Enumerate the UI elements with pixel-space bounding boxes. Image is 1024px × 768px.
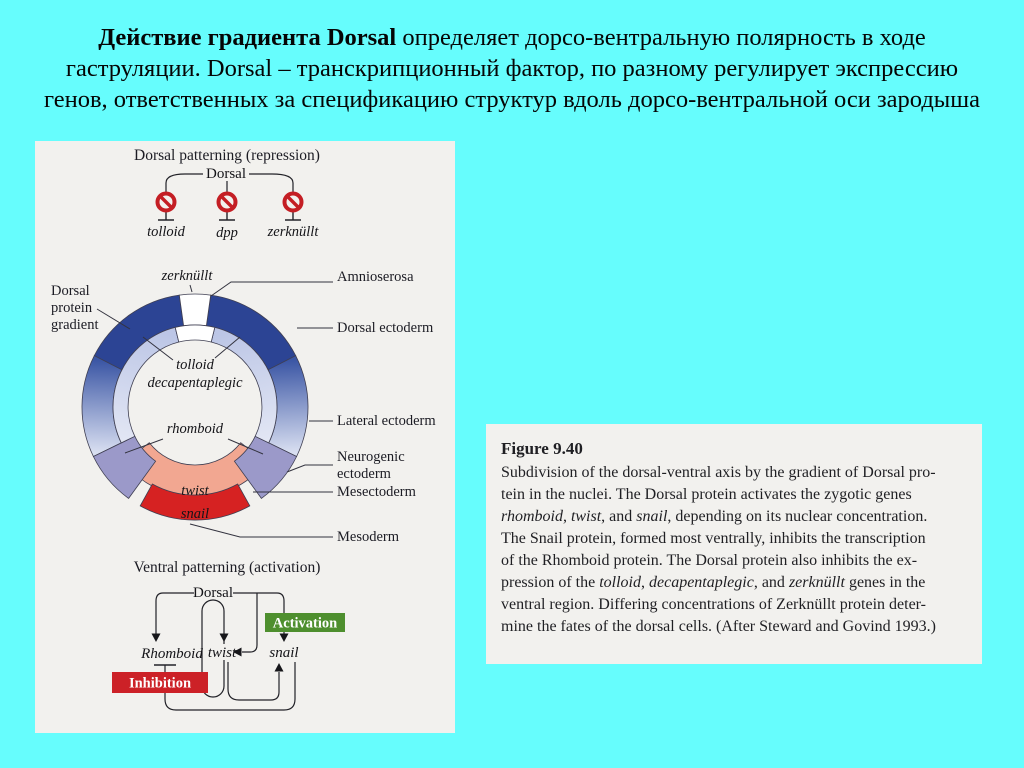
slide-title: [42, 22, 982, 115]
diagram-panel: [35, 141, 455, 733]
ring-label-dorsal-ectoderm: Dorsal ectoderm: [337, 320, 434, 336]
node-twist: twist: [207, 645, 237, 661]
caption-line: of the Rhomboid protein. The Dorsal protein also inhibits the ex-: [501, 552, 918, 569]
figure-heading: Figure 9.40: [501, 439, 583, 458]
figure-caption-panel: [486, 424, 982, 664]
arrowhead-to-snail-top: [280, 634, 289, 643]
no-entry-icon: [158, 194, 175, 211]
ring-wedge-amnioserosa: [179, 294, 210, 326]
ring-inner-decapentaplegic: decapentaplegic: [147, 375, 243, 391]
caption-line: Subdivision of the dorsal-ventral axis by the gradient of Dorsal pro-: [501, 464, 936, 481]
node-rhomboid: Rhomboid: [141, 646, 203, 662]
gene-zerknullt: zerknüllt: [267, 224, 319, 240]
repression-root-dorsal: Dorsal: [206, 166, 246, 182]
activation-badge-label: Activation: [272, 615, 338, 632]
leader-amnioserosa: [211, 282, 333, 296]
slide-title-bold: Действие градиента Dorsal: [98, 24, 397, 51]
ring-label-lateral-ectoderm: Lateral ectoderm: [337, 413, 436, 429]
slide-title-rest: определяет дорсо-вентральную полярность в ходе гаструляции. Dorsal – транскрипционный фактор, по разному регулирует экспрессию генов, ответственных за спецификацию структур вдоль дорсо-вентральной оси зародыша: [44, 24, 980, 113]
caption-line: rhomboid, twist, and snail, depending on its nuclear concentration.: [501, 508, 928, 525]
edge-twist-snail: [228, 662, 279, 700]
caption-line: tein in the nuclei. The Dorsal protein activates the zygotic genes: [501, 486, 912, 503]
ring-label-mesoderm: Mesoderm: [337, 529, 400, 545]
caption-line: The Snail protein, formed most ventrally, inhibits the transcription: [501, 530, 926, 547]
ring-inner-rhomboid: rhomboid: [166, 421, 224, 437]
ring-label-dorsal-protein-gradient: Dorsal protein gradient: [51, 283, 99, 333]
no-entry-icon: [219, 194, 236, 211]
node-snail: snail: [269, 645, 299, 661]
ring-snail-label: snail: [180, 506, 210, 522]
leader-zerknullt: [190, 285, 192, 292]
ring-inner-tolloid: tolloid: [176, 357, 214, 373]
no-entry-icon: [285, 194, 302, 211]
leader-neurogenic: [287, 465, 333, 472]
figure-caption: [501, 462, 970, 638]
activation-title: Ventral patterning (activation): [133, 559, 321, 576]
arrowhead-to-snail-bottom: [275, 663, 284, 672]
edge-dorsal-twist-right: [242, 593, 257, 652]
repression-branch-left: [166, 174, 203, 193]
caption-line: mine the fates of the dorsal cells. (After Steward and Govind 1993.): [501, 618, 936, 635]
ring-label-mesectoderm: Mesectoderm: [337, 484, 416, 500]
dorsal-patterning-diagram: [35, 141, 455, 733]
ring-twist-label: twist: [181, 483, 209, 499]
gene-dpp: dpp: [216, 225, 238, 241]
arrowhead-to-rhomboid: [152, 634, 161, 643]
ring-label-amnioserosa: Amnioserosa: [337, 269, 414, 285]
edge-dorsal-rhomboid: [156, 593, 163, 634]
arrowhead-to-twist-top: [220, 634, 229, 643]
inhibition-badge-label: Inhibition: [128, 675, 192, 692]
activation-root-dorsal: Dorsal: [193, 585, 233, 601]
caption-line: ventral region. Differing concentrations of Zerknüllt protein deter-: [501, 596, 927, 613]
repression-title: Dorsal patterning (repression): [134, 147, 320, 164]
leader-mesoderm: [190, 524, 333, 537]
ring-top-gene-zerknullt: zerknüllt: [161, 268, 213, 284]
ring-wedge-zerknullt: [175, 325, 215, 342]
gene-tolloid: tolloid: [147, 224, 185, 240]
repression-branch-right: [249, 174, 293, 193]
ring-label-neurogenic-ectoderm: Neurogenic ectoderm: [337, 449, 405, 482]
caption-line: pression of the tolloid, decapentaplegic, and zerknüllt genes in the: [501, 574, 926, 591]
prohibition-icons: [158, 194, 302, 211]
